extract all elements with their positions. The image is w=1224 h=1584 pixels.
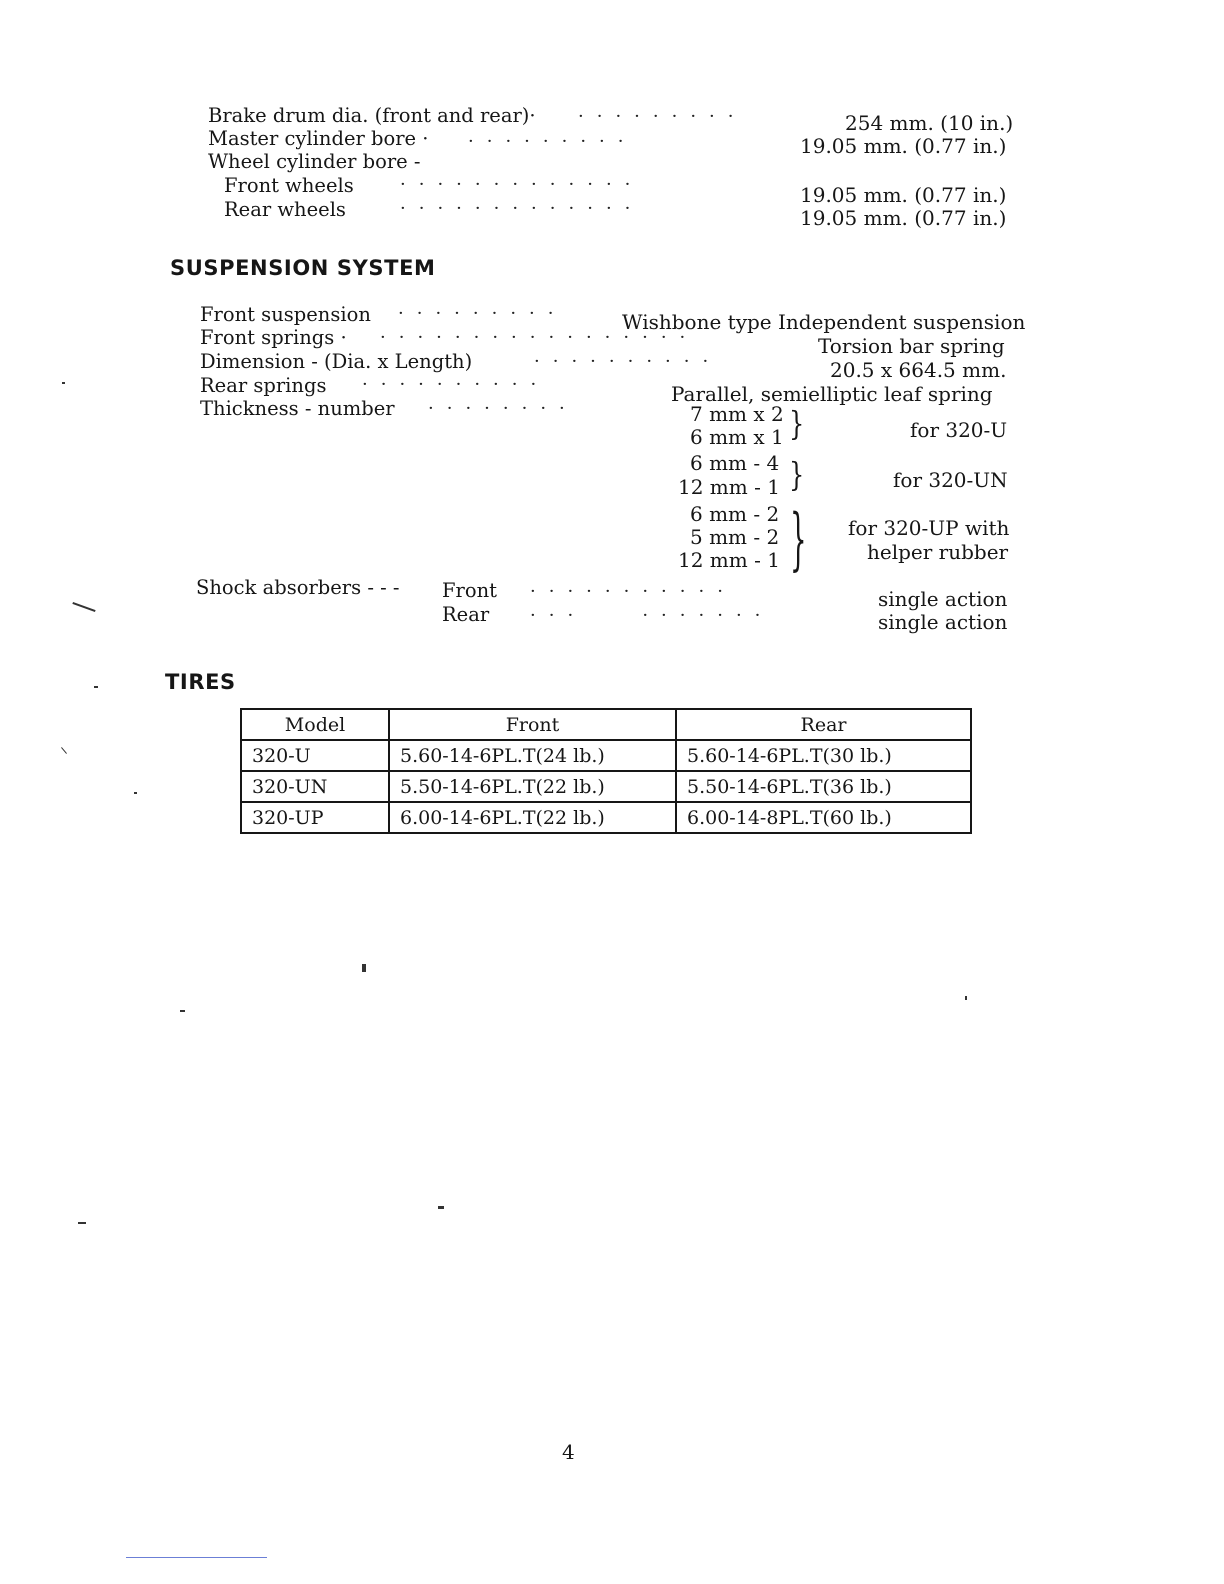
- spring-model-label: for 320-UP with: [848, 516, 1010, 540]
- scan-speck: [61, 747, 67, 754]
- page-number: 4: [562, 1440, 575, 1464]
- table-row: [241, 771, 971, 802]
- spring-leaf-line: 12 mm - 1: [678, 475, 780, 499]
- thickness-label: Thickness - number: [200, 397, 395, 420]
- rear-wheels-value: 19.05 mm. (0.77 in.): [800, 206, 1007, 230]
- rear-springs-label: Rear springs: [200, 374, 327, 397]
- table-cell: 5.60-14-6PL.T(30 lb.): [676, 740, 971, 771]
- spring-model-label: for 320-UN: [893, 468, 1008, 492]
- footer-rule: [126, 1557, 267, 1558]
- table-row: [241, 740, 971, 771]
- scan-speck: [78, 1222, 86, 1224]
- dot-leader: ·········: [578, 106, 747, 127]
- dimension-value: 20.5 x 664.5 mm.: [830, 358, 1007, 382]
- scan-speck: [362, 964, 366, 972]
- dot-leader: ···········: [530, 581, 736, 602]
- column-header-model: Model: [241, 709, 389, 740]
- dot-leader: ········: [428, 398, 578, 419]
- front-suspension-label: Front suspension: [200, 303, 371, 326]
- front-suspension-value: Wishbone type Independent suspension: [622, 310, 1026, 334]
- shock-front-value: single action: [878, 587, 1008, 611]
- dot-leader: ··· ·······: [530, 605, 774, 626]
- brace-icon: }: [790, 502, 807, 580]
- scan-speck: [62, 382, 65, 384]
- scan-speck: [438, 1206, 444, 1209]
- tires-heading: TIRES: [165, 670, 236, 694]
- dimension-label: Dimension - (Dia. x Length): [200, 350, 473, 373]
- brake-drum-value: 254 mm. (10 in.): [845, 111, 1014, 135]
- dot-leader: ·················: [380, 327, 699, 348]
- spring-leaf-line: 6 mm - 2: [690, 502, 780, 526]
- table-cell: 5.60-14-6PL.T(24 lb.): [389, 740, 676, 771]
- front-springs-label: Front springs ·: [200, 326, 347, 349]
- table-cell: 5.50-14-6PL.T(22 lb.): [389, 771, 676, 802]
- table-cell: 320-UP: [241, 802, 389, 833]
- brace-icon: }: [789, 456, 805, 494]
- shock-front-label: Front: [442, 579, 497, 602]
- spring-leaf-line: 6 mm - 4: [690, 451, 780, 475]
- table-header-row: [241, 709, 971, 740]
- scan-speck: [134, 792, 137, 794]
- shock-rear-value: single action: [878, 610, 1008, 634]
- suspension-heading: SUSPENSION SYSTEM: [170, 256, 436, 280]
- table-cell: 6.00-14-8PL.T(60 lb.): [676, 802, 971, 833]
- table-cell: 320-UN: [241, 771, 389, 802]
- dot-leader: ·········: [398, 303, 567, 324]
- front-wheels-label: Front wheels: [224, 174, 354, 197]
- master-cylinder-label: Master cylinder bore ·: [208, 127, 429, 150]
- master-cylinder-value: 19.05 mm. (0.77 in.): [800, 134, 1007, 158]
- wheel-cylinder-label: Wheel cylinder bore -: [208, 150, 421, 173]
- rear-springs-value: Parallel, semielliptic leaf spring: [671, 382, 993, 406]
- scan-speck: [965, 996, 967, 1000]
- dot-leader: ··········: [534, 351, 722, 372]
- scan-speck: [180, 1010, 185, 1012]
- spring-leaf-line: 6 mm x 1: [690, 425, 784, 449]
- spring-model-label: for 320-U: [910, 418, 1008, 442]
- brace-icon: }: [789, 405, 805, 443]
- column-header-front: Front: [389, 709, 676, 740]
- spring-model-label: helper rubber: [867, 540, 1009, 564]
- table-cell: 5.50-14-6PL.T(36 lb.): [676, 771, 971, 802]
- rear-wheels-label: Rear wheels: [224, 198, 346, 221]
- scan-speck: [94, 686, 98, 688]
- spring-leaf-line: 12 mm - 1: [678, 548, 780, 572]
- scan-speck: [72, 602, 95, 612]
- dot-leader: ·············: [400, 198, 644, 219]
- dot-leader: ·············: [400, 174, 644, 195]
- dot-leader: ··········: [362, 374, 550, 395]
- shock-absorbers-label: Shock absorbers - - -: [196, 576, 400, 599]
- brake-drum-label: Brake drum dia. (front and rear)·: [208, 104, 536, 127]
- front-springs-value: Torsion bar spring: [818, 334, 1005, 358]
- table-cell: 320-U: [241, 740, 389, 771]
- table-cell: 6.00-14-6PL.T(22 lb.): [389, 802, 676, 833]
- shock-rear-label: Rear: [442, 603, 490, 626]
- front-wheels-value: 19.05 mm. (0.77 in.): [800, 183, 1007, 207]
- column-header-rear: Rear: [676, 709, 971, 740]
- table-row: [241, 802, 971, 833]
- dot-leader: ·········: [468, 131, 637, 152]
- spring-leaf-line: 7 mm x 2: [690, 402, 784, 426]
- spring-leaf-line: 5 mm - 2: [690, 525, 780, 549]
- tires-table: [240, 708, 972, 834]
